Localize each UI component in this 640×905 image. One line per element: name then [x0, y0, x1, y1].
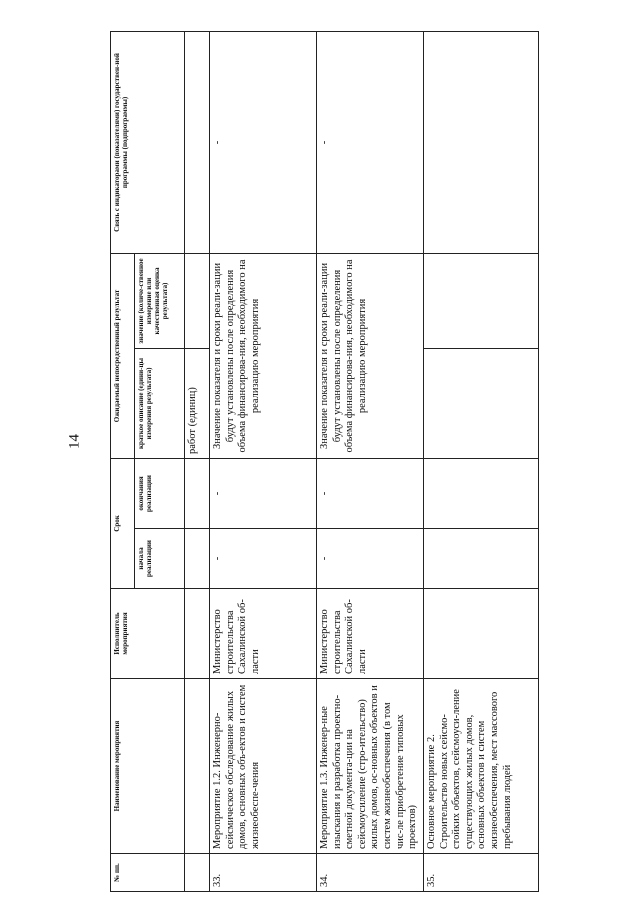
cell-name: Мероприятие 1.2. Инженерно-сейсмическое обследование жилых домов, основных объ-ектов и систем жизнеобеспе-чения	[210, 679, 317, 854]
cell-result-desc: Значение показателя и сроки реали-зации будут установлены после определения объема финансирова-ния, необходимого на реализацию мероприятия	[317, 253, 424, 458]
cell-executor: Министерство строительства Сахалинской об-ласти	[317, 589, 424, 679]
cell	[185, 589, 210, 679]
cell-name: Мероприятие 1.3. Инженер-ные изыскания и разработка проектно-сметной документа-ции на сейсмоусиление (стро-ительство) жилых домов, ос-новных объектов и систем жизнеобеспечения (в том чис-ле приобретение типовых проектов)	[317, 679, 424, 854]
header-name: Наименование мероприятия	[111, 679, 185, 854]
cell-end	[424, 458, 539, 528]
cell-start	[424, 529, 539, 589]
table-row	[317, 31, 424, 891]
table-row	[424, 31, 539, 891]
measures-table	[110, 31, 539, 892]
cell-link	[424, 31, 539, 253]
header-link: Связь с индикаторами (показателями) государствен-ной программы (подпрограммы)	[111, 31, 185, 253]
cell-name: Основное мероприятие 2. Строительство новых сейсмо-стойких объектов, сейсмоуси-ление существующих жилых домов, основных объектов и систем жизнеобеспечения, мест массового пребывания людей	[424, 679, 539, 854]
cell	[185, 458, 210, 528]
header-result-value: значение (количе-ственное измерение или качественная оценка результата)	[135, 253, 185, 348]
cell-executor	[424, 589, 539, 679]
header-result-desc: краткое описание (едини-цы измерения результата)	[135, 348, 185, 458]
cell	[185, 31, 210, 253]
cell	[185, 679, 210, 854]
cell-result-value	[424, 253, 539, 348]
cell-end: -	[210, 458, 317, 528]
page-number: 14	[66, 434, 83, 449]
header-executor: Исполнитель мероприятия	[111, 589, 185, 679]
cell-num: 35.	[424, 854, 539, 892]
cell-start: -	[317, 529, 424, 589]
cell-executor: Министерство строительства Сахалинской об-ласти	[210, 589, 317, 679]
header-result: Ожидаемый непосредственный результат	[111, 253, 135, 458]
cell-link: -	[317, 31, 424, 253]
cell-result-desc: работ (единиц)	[185, 348, 210, 458]
cell-num: 33.	[210, 854, 317, 892]
header-term-start: начала реализации	[135, 529, 185, 589]
cell-end: -	[317, 458, 424, 528]
cell-link: -	[210, 31, 317, 253]
header-term: Срок	[111, 458, 135, 588]
header-num: № пп.	[111, 854, 185, 892]
cell-num: 34.	[317, 854, 424, 892]
cell	[185, 253, 210, 348]
table-row-continued	[185, 31, 210, 891]
cell-result-desc: Значение показателя и сроки реали-зации будут установлены после определения объема финансирова-ния, необходимого на реализацию мероприятия	[210, 253, 317, 458]
cell-start: -	[210, 529, 317, 589]
header-term-end: окончания реализации	[135, 458, 185, 528]
cell	[185, 529, 210, 589]
table-row	[210, 31, 317, 891]
document-table-rotated	[110, 32, 552, 892]
cell	[185, 854, 210, 892]
cell-result-desc	[424, 348, 539, 458]
